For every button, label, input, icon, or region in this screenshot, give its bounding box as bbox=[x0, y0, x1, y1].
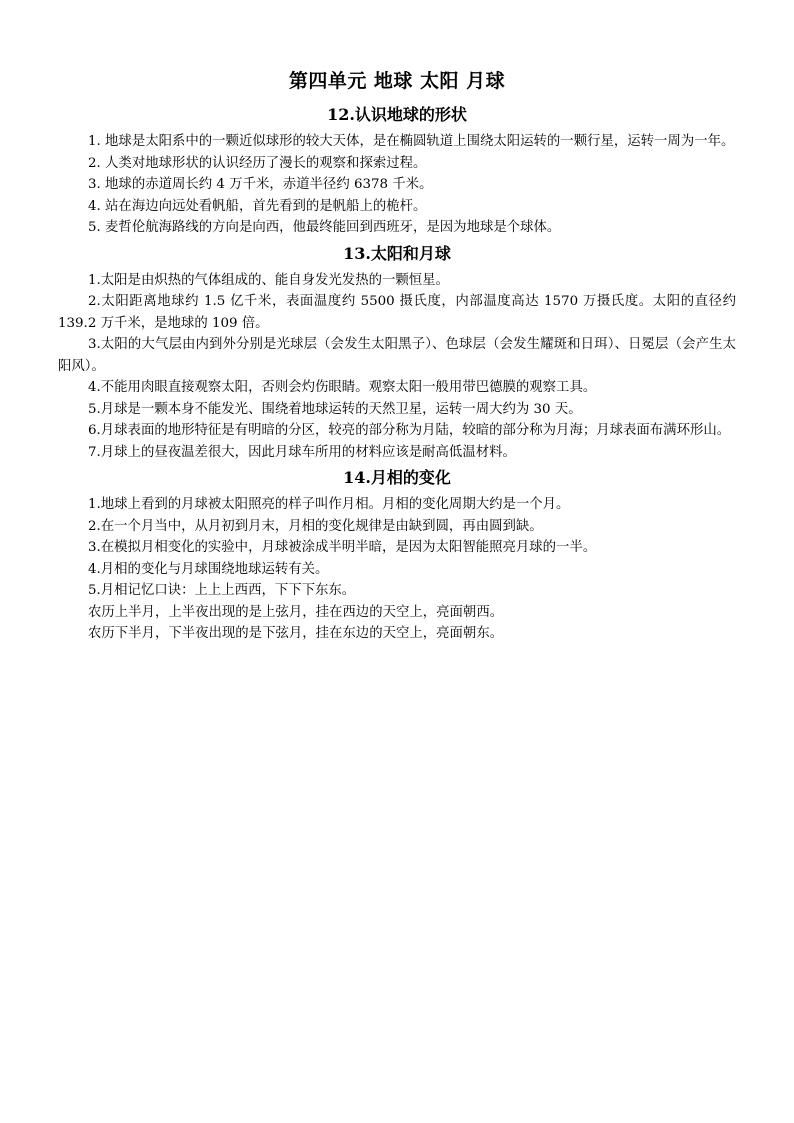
list-item: 4.月相的变化与月球围绕地球运转有关。 bbox=[88, 561, 329, 577]
list-item: 2. 人类对地球形状的认识经历了漫长的观察和探索过程。 bbox=[88, 155, 427, 171]
list-item: 5. 麦哲伦航海路线的方向是向西，他最终能回到西班牙，是因为地球是个球体。 bbox=[88, 220, 561, 235]
list-item: 1. 地球是太阳系中的一颗近似球形的较大天体，是在椭圆轨道上围绕太阳运转的一颗行星，运转一周为一年。 bbox=[88, 134, 735, 149]
list-item: 5.月球是一颗本身不能发光、围绕着地球运转的天然卫星，运转一周大约为 30 天。 bbox=[88, 401, 582, 417]
list-item: 4.不能用肉眼直接观察太阳，否则会灼伤眼睛。观察太阳一般用带巴德膜的观察工具。 bbox=[88, 380, 597, 395]
section-heading: 14.月相的变化 bbox=[343, 468, 451, 487]
list-item: 农历下半月，下半夜出现的是下弦月，挂在东边的天空上，亮面朝东。 bbox=[88, 626, 504, 641]
list-item: 1.太阳是由炽热的气体组成的、能自身发光发热的一颗恒星。 bbox=[88, 272, 449, 288]
list-item: 1.地球上看到的月球被太阳照亮的样子叫作月相。月相的变化周期大约是一个月。 bbox=[88, 497, 570, 512]
list-item: 7.月球上的昼夜温差很大，因此月球车所用的材料应该是耐高低温材料。 bbox=[88, 444, 516, 460]
section-heading: 13.太阳和月球 bbox=[343, 243, 451, 263]
list-item: 农历上半月，上半夜出现的是上弦月，挂在西边的天空上，亮面朝西。 bbox=[88, 604, 504, 620]
list-item: 3.在模拟月相变化的实验中，月球被涂成半明半暗，是因为太阳智能照亮月球的一半。 bbox=[88, 540, 597, 555]
section-earth-shape bbox=[58, 102, 736, 239]
section-heading: 12.认识地球的形状 bbox=[327, 105, 467, 124]
list-item: 3.太阳的大气层由内到外分别是光球层（会发生太阳黑子）、色球层（会发生耀斑和日珥）、日冕层（会产生太阳风）。 bbox=[58, 337, 736, 374]
section-sun-moon bbox=[58, 241, 736, 464]
page-title: 第四单元 地球 太阳 月球 bbox=[288, 70, 506, 92]
list-item: 5.月相记忆口诀：上上上西西，下下下东东。 bbox=[88, 583, 356, 598]
list-item: 4. 站在海边向远处看帆船，首先看到的是帆船上的桅杆。 bbox=[88, 198, 427, 214]
section-moon-phases bbox=[58, 465, 736, 645]
list-item: 3. 地球的赤道周长约 4 万千米，赤道半径约 6378 千米。 bbox=[88, 177, 433, 192]
document-page bbox=[58, 66, 736, 647]
list-item: 2.太阳距离地球约 1.5 亿千米，表面温度约 5500 摄氏度，内部温度高达 1570 万摄氏度。太阳的直径约 139.2 万千米，是地球的 109 倍。 bbox=[58, 294, 736, 331]
list-item: 6.月球表面的地形特征是有明暗的分区，较亮的部分称为月陆，较暗的部分称为月海；月球表面布满环形山。 bbox=[88, 423, 731, 438]
list-item: 2.在一个月当中，从月初到月末，月相的变化规律是由缺到圆，再由圆到缺。 bbox=[88, 518, 543, 534]
